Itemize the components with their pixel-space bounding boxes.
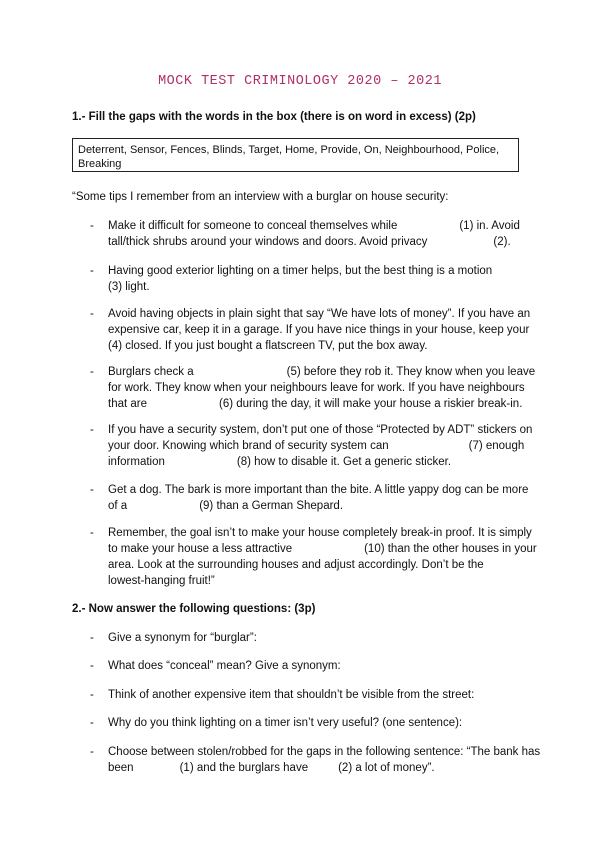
item-text: Remember, the goal isn’t to make your house completely break-in proof. It is simply: [108, 527, 532, 539]
item-text: (4) closed. If you just bought a flatscreen TV, put the box away.: [108, 340, 428, 352]
section-2-heading: 2.- Now answer the following questions: (3p): [72, 603, 316, 615]
list-dash: -: [90, 265, 94, 277]
list-dash: -: [90, 660, 94, 672]
item-text: (10) than the other houses in your: [364, 543, 537, 555]
item-text: Get a dog. The bark is more important than the bite. A little yappy dog can be more: [108, 484, 529, 496]
question-text: (2) a lot of money”.: [338, 762, 435, 774]
question-text: Choose between stolen/robbed for the gaps in the following sentence: “The bank has: [108, 746, 541, 758]
list-dash: -: [90, 424, 94, 436]
question-text: Think of another expensive item that shouldn’t be visible from the street:: [108, 689, 475, 701]
list-dash: -: [90, 746, 94, 758]
list-dash: -: [90, 632, 94, 644]
item-text: Avoid having objects in plain sight that say “We have lots of money”. If you have an: [108, 308, 531, 320]
list-dash: -: [90, 484, 94, 496]
item-text: (5) before they rob it. They know when you leave: [286, 366, 536, 378]
item-text: of a: [108, 500, 128, 512]
item-text: (6) during the day, it will make your house a riskier break-in.: [219, 398, 523, 410]
section-1-heading: 1.- Fill the gaps with the words in the box (there is on word in excess) (2p): [72, 111, 476, 123]
question-text: What does “conceal” mean? Give a synonym:: [108, 660, 341, 672]
question-text: been: [108, 762, 134, 774]
item-text: If you have a security system, don’t put one of those “Protected by ADT” stickers on: [108, 424, 533, 436]
item-text: (9) than a German Shepard.: [199, 500, 344, 512]
page-title: MOCK TEST CRIMINOLOGY 2020 – 2021: [158, 74, 442, 89]
item-text: (7) enough: [468, 440, 525, 452]
item-text: Make it difficult for someone to conceal themselves while: [108, 220, 398, 232]
item-text: (8) how to disable it. Get a generic sticker.: [236, 456, 452, 468]
item-text: (2).: [493, 236, 511, 248]
item-text: information: [108, 456, 165, 468]
item-text: Having good exterior lighting on a timer helps, but the best thing is a motion: [108, 265, 493, 277]
item-text: area. Look at the surrounding houses and adjust accordingly. Don’t be the: [108, 559, 484, 571]
question-text: (1) and the burglars have: [179, 762, 309, 774]
list-dash: -: [90, 220, 94, 232]
item-text: tall/thick shrubs around your windows and doors. Avoid privacy: [108, 236, 428, 248]
word-box: Deterrent, Sensor, Fences, Blinds, Target, Home, Provide, On, Neighbourhood, Police, Breaking: [72, 138, 519, 172]
list-dash: -: [90, 527, 94, 539]
list-dash: -: [90, 366, 94, 378]
item-text: Burglars check a: [108, 366, 194, 378]
item-text: lowest-hanging fruit!”: [108, 575, 215, 587]
list-dash: -: [90, 717, 94, 729]
item-text: (1) in. Avoid: [459, 220, 520, 232]
item-text: to make your house a less attractive: [108, 543, 293, 555]
item-text: expensive car, keep it in a garage. If you have nice things in your house, keep your: [108, 324, 530, 336]
question-text: Give a synonym for “burglar”:: [108, 632, 257, 644]
item-text: for work. They know when your neighbours leave for work. If you have neighbours: [108, 382, 525, 394]
item-text: that are: [108, 398, 147, 410]
item-text: your door. Knowing which brand of security system can: [108, 440, 389, 452]
list-dash: -: [90, 689, 94, 701]
intro-text: “Some tips I remember from an interview with a burglar on house security:: [72, 191, 449, 203]
question-text: Why do you think lighting on a timer isn’t very useful? (one sentence):: [108, 717, 463, 729]
item-text: (3) light.: [108, 281, 150, 293]
list-dash: -: [90, 308, 94, 320]
